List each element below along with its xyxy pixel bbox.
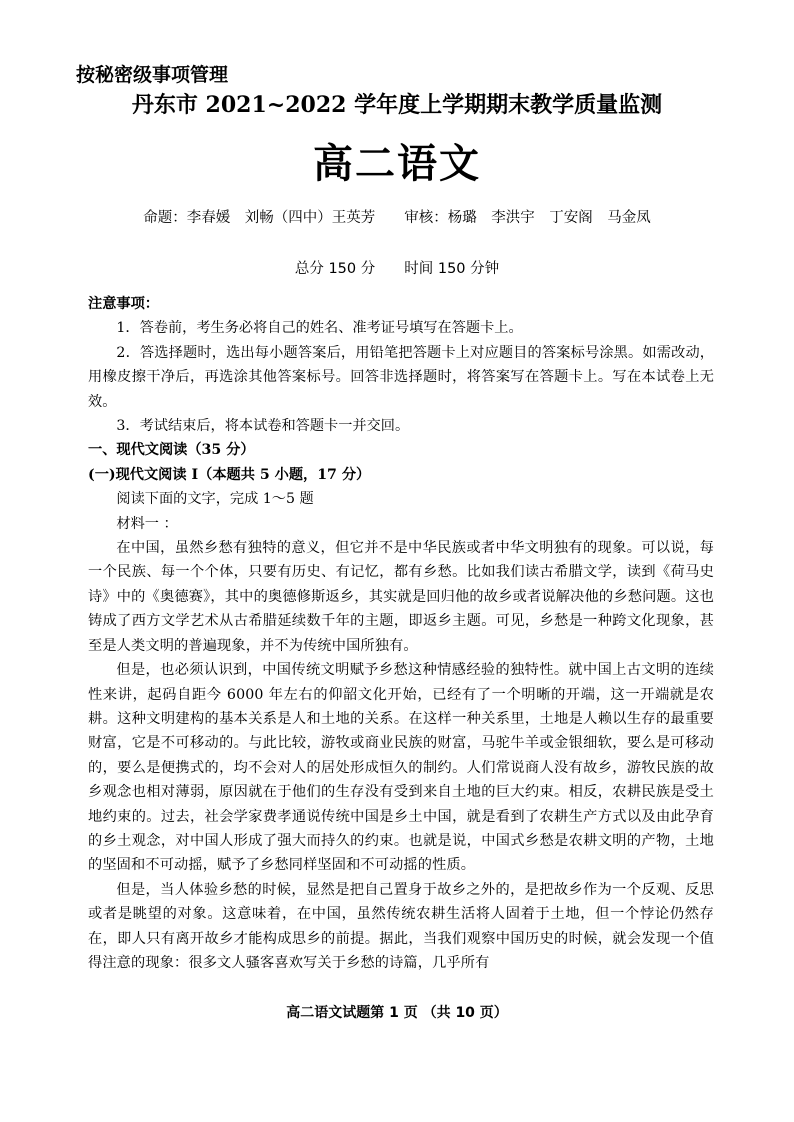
passage-paragraph: 在中国，虽然乡愁有独特的意义，但它并不是中华民族或者中华文明独有的现象。可以说，每一个民族、每一个个体，只要有历史、有记忆，都有乡愁。比如我们读古希腊文学，读到《荷马史诗》中的《奥德赛》，其中的奥德修斯返乡，其实就是回归他的故乡或者说解决他的乡愁问题。这也铸成了西方文学艺术从古希腊延续数千年的主题，即返乡主题。可见，乡愁是一种跨文化现象，甚至是人类文明的普遍现象，并不为传统中国所独有。	[88, 540, 714, 654]
authors-line: 命题：李春媛 刘畅（四中）王英芳 审核：杨璐 李洪宇 丁安阁 马金凤	[143, 210, 651, 226]
notes-item: 3．考试结束后，将本试卷和答题卡一并交回。	[116, 418, 410, 435]
material-label: 材料一 ：	[116, 515, 178, 532]
notes-item: 1．答卷前，考生务必将自己的姓名、准考证号填写在答题卡上。	[116, 320, 523, 337]
section-subtitle: (一)现代文阅读 I（本题共 5 小题，17 分）	[88, 466, 371, 483]
passage-paragraph: 但是，当人体验乡愁的时候，显然是把自己置身于故乡之外的，是把故乡作为一个反观、反思或者是眺望的对象。这意味着，在中国，虽然传统农耕生活将人固着于土地，但一个悖论仍然存在，即人只有离开故乡才能构成思乡的前提。据此，当我们观察中国历史的时候，就会发现一个值得注意的现象：很多文人骚客喜欢写关于乡愁的诗篇，几乎所有	[88, 881, 714, 971]
subject-title: 高二语文	[313, 141, 481, 187]
notes-title: 注意事项：	[88, 296, 159, 312]
exam-title: 丹东市 2021~2022 学年度上学期期末教学质量监测	[131, 92, 663, 118]
exam-body	[88, 292, 714, 975]
secret-level-label: 按秘密级事项管理	[76, 64, 229, 86]
section-title: 一、现代文阅读（35 分）	[88, 442, 255, 459]
reading-instruction: 阅读下面的文字，完成 1～5 题	[116, 491, 314, 508]
score-time-line: 总分 150 分 时间 150 分钟	[294, 261, 500, 277]
passage-paragraph: 但是，也必须认识到，中国传统文明赋予乡愁这种情感经验的独特性。就中国上古文明的连续性来讲，起码自距今 6000 年左右的仰韶文化开始，已经有了一个明晰的开端，这一开端就是农耕。这种文明建构的基本关系是人和土地的关系。在这样一种关系里，土地是人赖以生存的最重要财富，它是不可移动的。与此比较，游牧或商业民族的财富，马驼牛羊或金银细软，要么是可移动的，要么是便携式的，均不会对人的居处形成恒久的制约。人们常说商人没有故乡，游牧民族的故乡观念也相对薄弱，原因就在于他们的生存没有受到来自土地的巨大约束。相反，农耕民族是受土地约束的。过去，社会学家费孝通说传统中国是乡土中国，就是看到了农耕生产方式以及由此孕育的乡土观念，对中国人形成了强大而持久的约束。也就是说，中国式乡愁是农耕文明的产物，土地的坚固和不可动摇，赋予了乡愁同样坚固和不可动摇的性质。	[88, 662, 714, 874]
notes-item: 2．答选择题时，选出每小题答案后，用铅笔把答题卡上对应题目的答案标号涂黑。如需改动，用橡皮擦干净后，再选涂其他答案标号。回答非选择题时，将答案写在答题卡上。写在本试卷上无效。	[88, 344, 714, 410]
page-footer: 高二语文试题第 1 页 （共 10 页）	[286, 1005, 508, 1021]
